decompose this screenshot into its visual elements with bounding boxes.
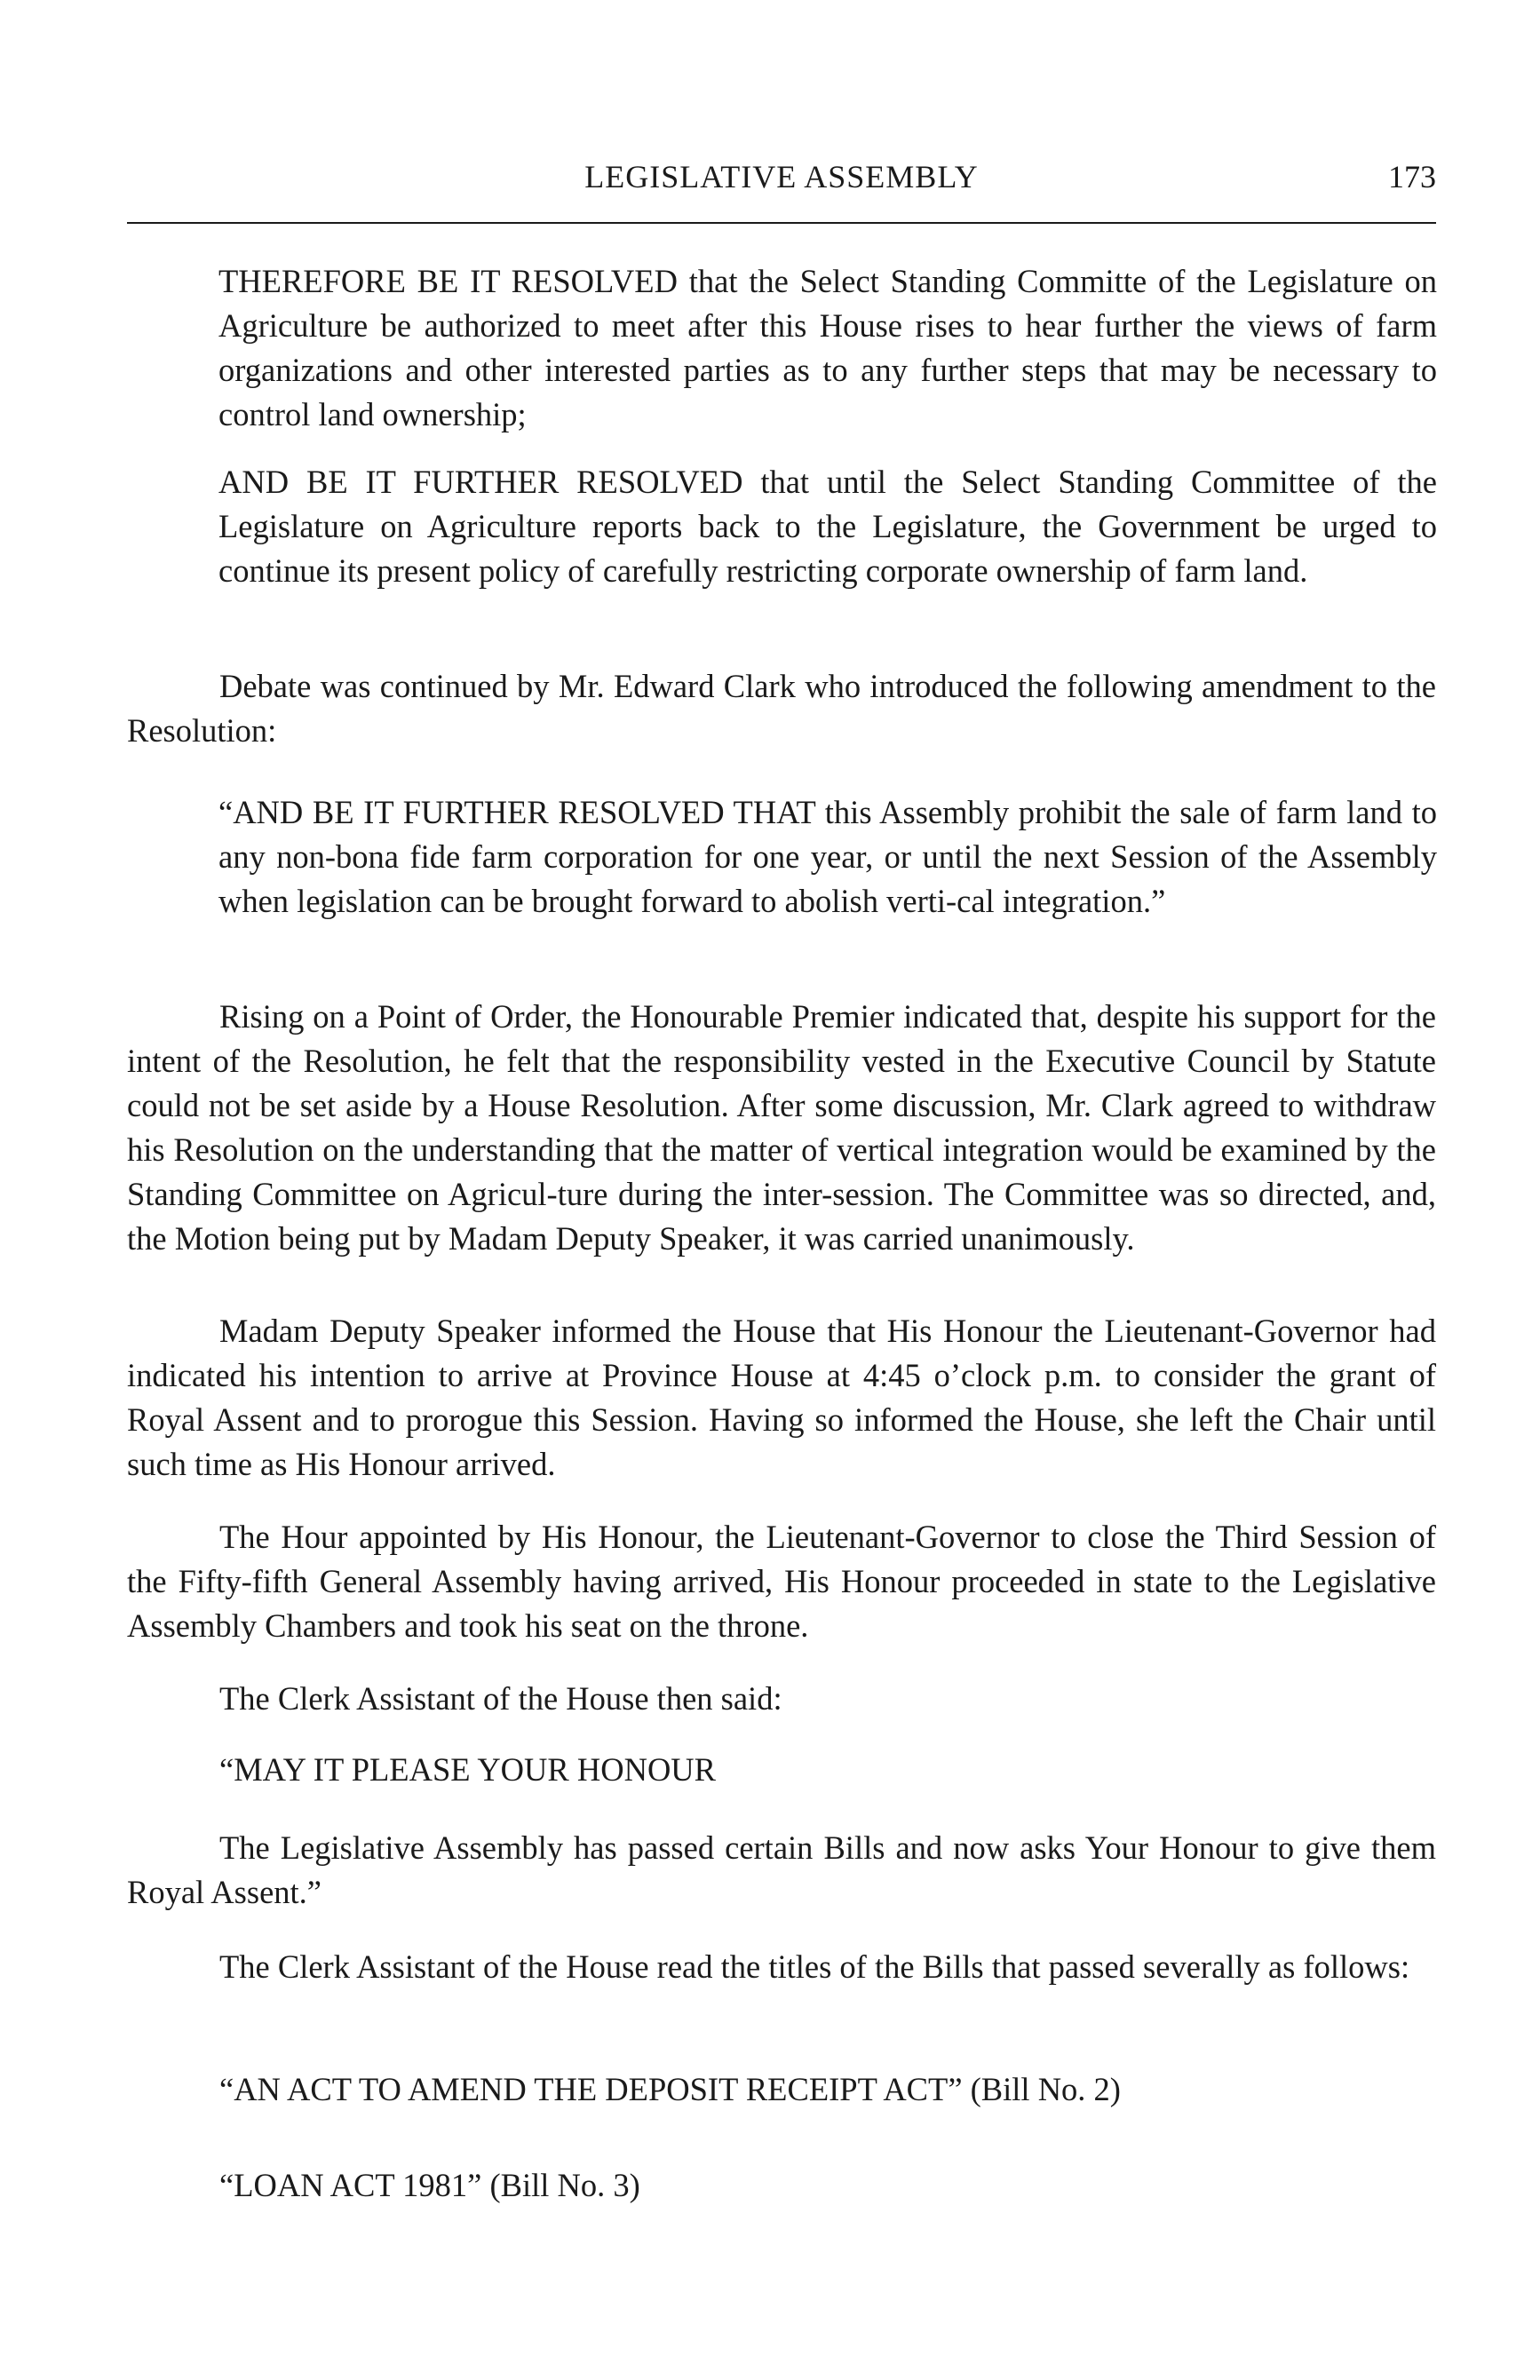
amendment-quote: “AND BE IT FURTHER RESOLVED THAT this Assembly prohibit the sale of farm land to any non-bona fide farm corporation for one year, or until the next Session of the Assembly when legislation can be brought forward to abolish verti-cal integration.” <box>218 794 1437 919</box>
address-line: “MAY IT PLEASE YOUR HONOUR <box>219 1751 717 1788</box>
debate-paragraph <box>127 664 1436 753</box>
debate-paragraph-text: Debate was continued by Mr. Edward Clark who introduced the following amendment to the Resolution: <box>127 668 1436 749</box>
resolution-paragraph-2: AND BE IT FURTHER RESOLVED that until the Select Standing Committee of the Legislature on Agriculture reports back to the Legislature, the Government be urged to continue its present policy of carefully restricting corporate ownership of farm land. <box>218 464 1437 589</box>
hour-appointed-paragraph <box>127 1515 1436 1648</box>
clerk-said-line: The Clerk Assistant of the House then said: <box>219 1680 782 1717</box>
header-title: LEGISLATIVE ASSEMBLY <box>584 159 979 194</box>
royal-assent-request-text: The Legislative Assembly has passed certain Bills and now asks Your Honour to give them Royal Assent.” <box>127 1829 1436 1910</box>
deputy-speaker-paragraph <box>127 1309 1436 1487</box>
deputy-speaker-text: Madam Deputy Speaker informed the House that His Honour the Lieutenant-Governor had indicated his intention to arrive at Province House at 4:45 o’clock p.m. to consider the grant of Royal Assent and to prorogue this Session. Having so informed the House, she left the Chair until such time as His Honour arrived. <box>127 1313 1436 1482</box>
header-rule <box>127 222 1436 224</box>
point-of-order-paragraph <box>127 995 1436 1261</box>
bill-title-3: “LOAN ACT 1981” (Bill No. 3) <box>219 2167 640 2203</box>
bill-title-2: “AN ACT TO AMEND THE DEPOSIT RECEIPT ACT” (Bill No. 2) <box>219 2071 1121 2107</box>
royal-assent-request <box>127 1826 1436 1915</box>
bill-titles-intro <box>127 1945 1436 1989</box>
running-header <box>127 158 1436 202</box>
resolution-paragraph-1: THEREFORE BE IT RESOLVED that the Select Standing Committe of the Legislature on Agriculture be authorized to meet after this House rises to hear further the views of farm organizations and other interested parties as to any further steps that may be necessary to control land ownership; <box>218 263 1437 432</box>
page-number: 173 <box>1388 159 1436 194</box>
point-of-order-text: Rising on a Point of Order, the Honourable Premier indicated that, despite his support for the intent of the Resolution, he felt that the responsibility vested in the Executive Council by Statute could not be set aside by a House Resolution. After some discussion, Mr. Clark agreed to withdraw his Resolution on the understanding that the matter of vertical integration would be examined by the Standing Committee on Agricul-ture during the inter-session. The Committee was so directed, and, the Motion being put by Madam Deputy Speaker, it was carried unanimously. <box>127 998 1436 1257</box>
bill-titles-intro-text: The Clerk Assistant of the House read the titles of the Bills that passed severally as follows: <box>219 1948 1410 1985</box>
hour-appointed-text: The Hour appointed by His Honour, the Lieutenant-Governor to close the Third Session of the Fifty-fifth General Assembly having arrived, His Honour proceeded in state to the Legislative Assembly Chambers and took his seat on the throne. <box>127 1519 1436 1644</box>
